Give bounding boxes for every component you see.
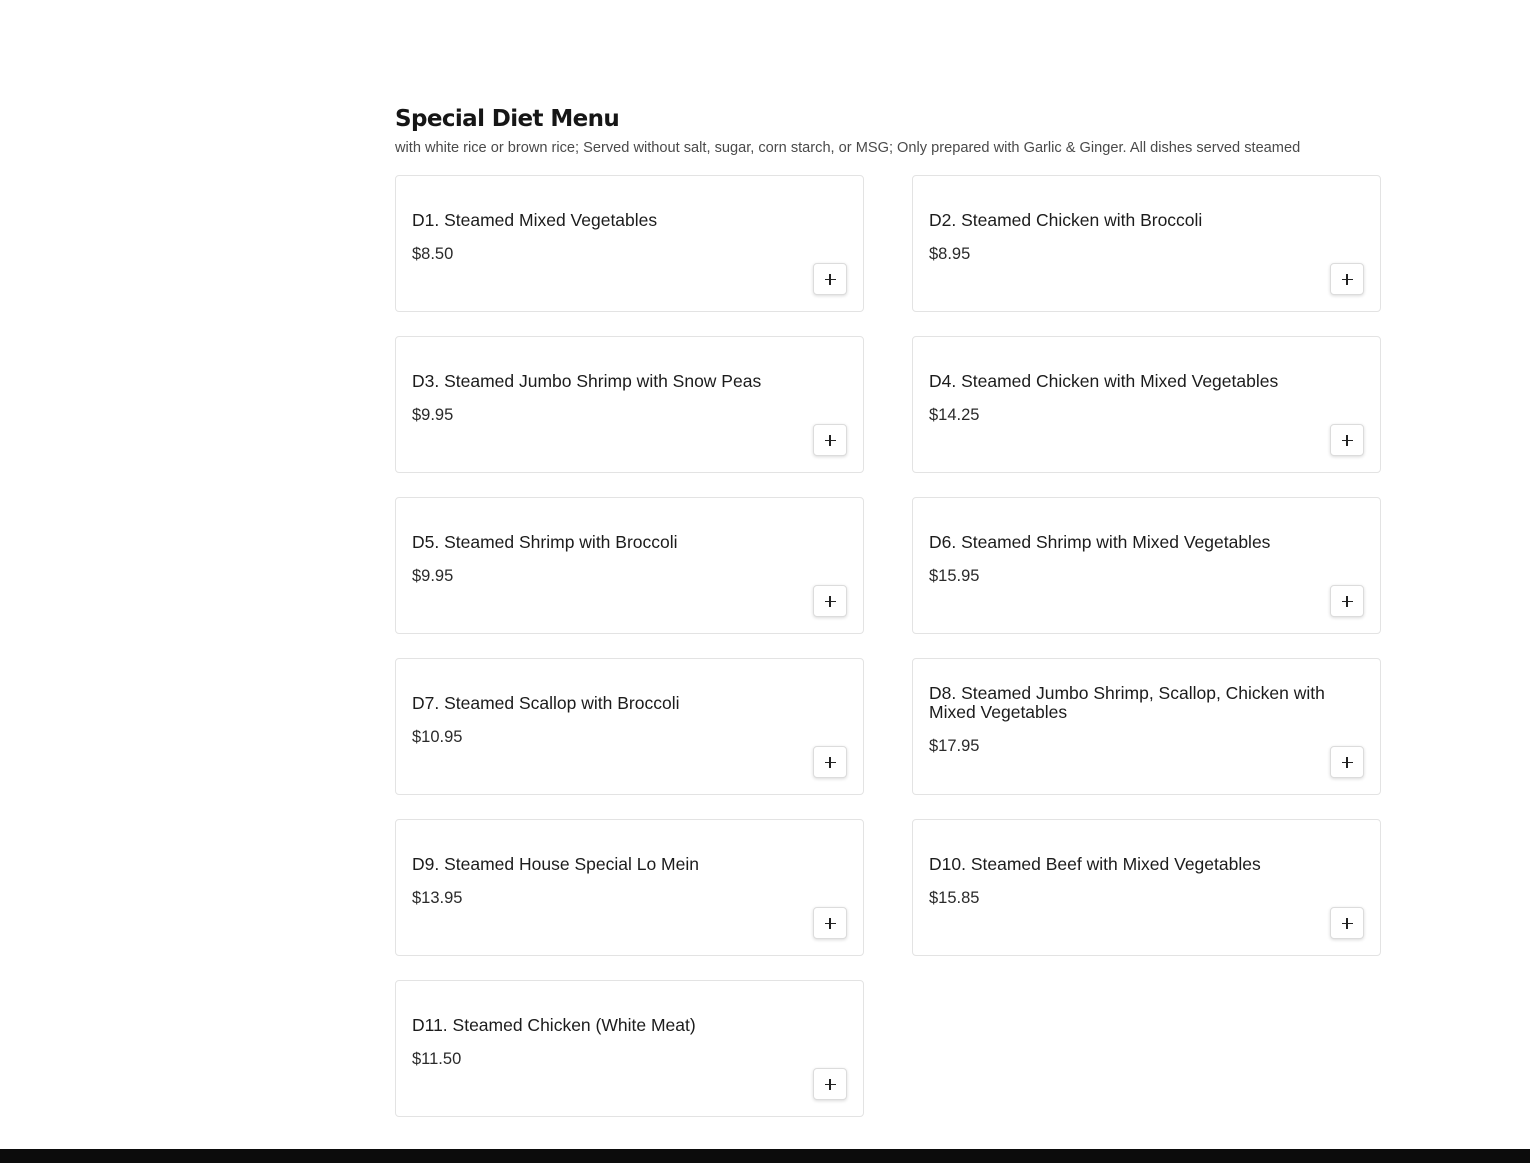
- menu-item-price: $11.50: [412, 1049, 462, 1068]
- menu-item-name: D7. Steamed Scallop with Broccoli: [412, 692, 680, 713]
- menu-item-price: $9.95: [412, 566, 454, 585]
- plus-icon: [825, 1079, 836, 1090]
- add-to-cart-button[interactable]: [1330, 585, 1364, 617]
- menu-item-price: $8.95: [929, 244, 971, 263]
- plus-icon: [1342, 435, 1353, 446]
- menu-item-price: $9.95: [412, 405, 454, 424]
- add-to-cart-button[interactable]: [813, 1068, 847, 1100]
- add-to-cart-button[interactable]: [813, 585, 847, 617]
- menu-item-price: $15.95: [929, 566, 980, 585]
- plus-icon: [1342, 757, 1353, 768]
- add-to-cart-button[interactable]: [813, 263, 847, 295]
- menu-item-card[interactable]: [395, 980, 864, 1117]
- menu-item-price: $17.95: [929, 737, 980, 755]
- menu-item-name: D3. Steamed Jumbo Shrimp with Snow Peas: [412, 370, 762, 391]
- footer-bar: [0, 1149, 1530, 1163]
- plus-icon: [825, 757, 836, 768]
- plus-icon: [1342, 274, 1353, 285]
- add-to-cart-button[interactable]: [1330, 746, 1364, 778]
- menu-item-price: $13.95: [412, 888, 463, 907]
- menu-item-name: D6. Steamed Shrimp with Mixed Vegetables: [929, 531, 1271, 552]
- add-to-cart-button[interactable]: [1330, 424, 1364, 456]
- menu-item-card[interactable]: [912, 819, 1381, 956]
- menu-item-card[interactable]: [912, 658, 1381, 795]
- plus-icon: [825, 918, 836, 929]
- add-to-cart-button[interactable]: [1330, 907, 1364, 939]
- menu-item-name: D8. Steamed Jumbo Shrimp, Scallop, Chicken with Mixed Vegetables: [929, 683, 1325, 722]
- plus-icon: [825, 435, 836, 446]
- menu-item-name: D1. Steamed Mixed Vegetables: [412, 209, 658, 230]
- menu-item-name: D9. Steamed House Special Lo Mein: [412, 853, 699, 874]
- plus-icon: [825, 274, 836, 285]
- plus-icon: [1342, 918, 1353, 929]
- menu-item-price: $14.25: [929, 405, 980, 424]
- section-title: Special Diet Menu: [395, 106, 620, 132]
- menu-item-name: D11. Steamed Chicken (White Meat): [412, 1014, 696, 1035]
- add-to-cart-button[interactable]: [813, 907, 847, 939]
- menu-item-card[interactable]: [912, 336, 1381, 473]
- menu-item-card[interactable]: [395, 658, 864, 795]
- menu-item-name: D5. Steamed Shrimp with Broccoli: [412, 531, 678, 552]
- menu-item-card[interactable]: [395, 819, 864, 956]
- plus-icon: [1342, 596, 1353, 607]
- menu-item-price: $10.95: [412, 727, 463, 746]
- menu-item-price: $15.85: [929, 888, 980, 907]
- menu-item-name: D10. Steamed Beef with Mixed Vegetables: [929, 853, 1261, 874]
- add-to-cart-button[interactable]: [813, 424, 847, 456]
- add-to-cart-button[interactable]: [813, 746, 847, 778]
- menu-section-special-diet: [395, 104, 1381, 1117]
- menu-item-card[interactable]: [912, 497, 1381, 634]
- menu-item-name: D2. Steamed Chicken with Broccoli: [929, 209, 1203, 230]
- menu-item-card[interactable]: [912, 175, 1381, 312]
- section-description: with white rice or brown rice; Served without salt, sugar, corn starch, or MSG; Only prepared with Garlic & Ginger. All dishes served steamed: [395, 140, 1301, 156]
- add-to-cart-button[interactable]: [1330, 263, 1364, 295]
- menu-items-grid: [395, 175, 1381, 1117]
- menu-item-card[interactable]: [395, 336, 864, 473]
- menu-item-card[interactable]: [395, 175, 864, 312]
- menu-item-card[interactable]: [395, 497, 864, 634]
- menu-item-price: $8.50: [412, 244, 454, 263]
- menu-item-name: D4. Steamed Chicken with Mixed Vegetables: [929, 370, 1279, 391]
- plus-icon: [825, 596, 836, 607]
